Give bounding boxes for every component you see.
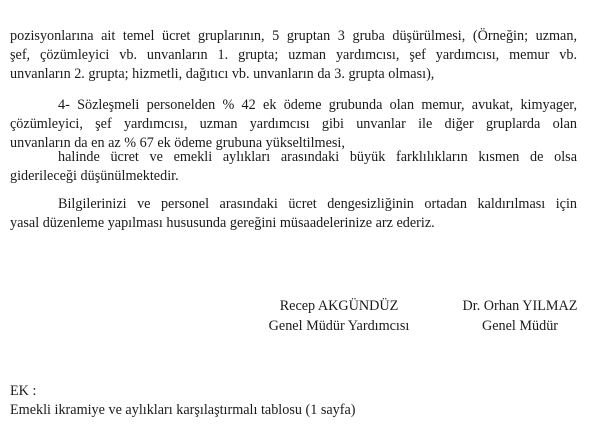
paragraph-line: pozisyonlarına ait temel ücret gruplarının, 5 gruptan 3 gruba düşürülmesi, (Örneğin; uzman, — [10, 28, 577, 44]
paragraph-line: yasal düzenleme yapılması hususunda gereğini müsaadelerinize arz ederiz. — [10, 215, 435, 231]
signatory-name: Recep AKGÜNDÜZ — [279, 298, 399, 314]
paragraph-line: Bilgilerinizi ve personel arasındaki ücret dengesizliğinin ortadan kaldırılması için — [58, 196, 577, 212]
paragraph-line: giderileceği düşünülmektedir. — [10, 168, 179, 184]
paragraph-item-4 — [0, 96, 600, 153]
paragraph-line: şef, çözümleyici vb. unvanların 1. grupta; uzman yardımcısı, şef yardımcısı, memur vb. — [10, 47, 577, 63]
signatory-title: Genel Müdür Yardımcısı — [268, 318, 410, 334]
paragraph-line: çözümleyici, şef yardımcısı, uzman yardımcısı gibi unvanlar ile diğer gruplarda olan — [10, 116, 577, 132]
paragraph-line: halinde ücret ve emekli aylıkları arasındaki büyük farklılıkların kısmen de olsa — [58, 149, 577, 165]
attachments-section — [10, 382, 356, 420]
paragraph-line: unvanların 2. grupta; hizmetli, dağıtıcı vb. unvanların da 3. grupta olması), — [10, 66, 435, 82]
paragraph-line: unvanların da en az % 67 ek ödeme grubuna yükseltilmesi, — [10, 135, 345, 151]
attachment-item: Emekli ikramiye ve aylıkları karşılaştırmalı tablosu (1 sayfa) — [10, 402, 356, 418]
paragraph-arz — [0, 195, 600, 233]
signatory-title: Genel Müdür — [481, 318, 559, 334]
attachments-label: EK : — [10, 383, 37, 399]
paragraph-ucret-gruplari — [0, 27, 600, 84]
paragraph-sonuc — [0, 148, 600, 186]
signature-block-deputy — [244, 296, 434, 336]
signatory-name: Dr. Orhan YILMAZ — [462, 298, 578, 314]
signature-block-director — [440, 296, 600, 336]
paragraph-line: 4- Sözleşmeli personelden % 42 ek ödeme grubunda olan memur, avukat, kimyager, — [58, 97, 577, 113]
